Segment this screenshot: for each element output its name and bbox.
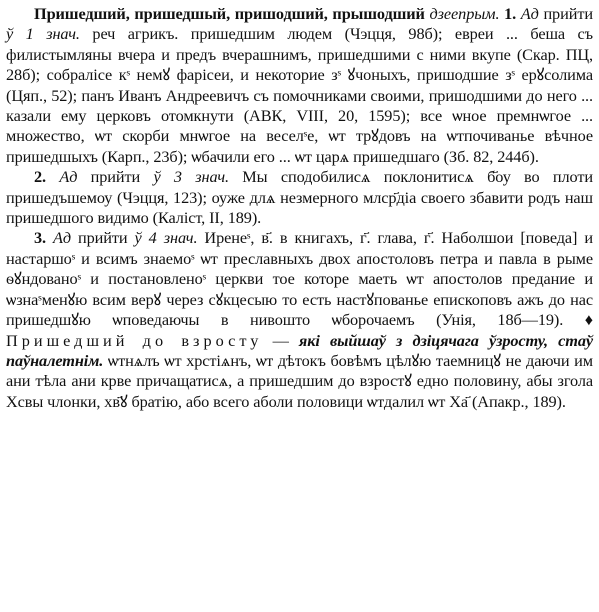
phrase-headword: Пришедший до взросту	[6, 330, 263, 350]
sense-ref: Ад	[59, 167, 78, 187]
sense-ref-meaning: ў 4 знач.	[134, 228, 198, 248]
entry-sense-1	[6, 4, 593, 167]
sense-ref-meaning: ў 3 знач.	[153, 167, 229, 187]
headword: Пришедший, пришедшый, пришодший, прышодший	[34, 4, 425, 23]
sense-ref: Ад	[53, 228, 72, 248]
sense-ref-verb: прийти	[71, 228, 135, 248]
sense-citations: Мы сподобилисѧ поклонитисѧ б҃оу во плоти пришедъшемоу (Чэцця, 123); оуже длѧ незмерного млср҃діа своего збавити родъ наш пришедшого видимо (Каліст, II, 189).	[6, 167, 593, 228]
entry-sense-2	[6, 167, 593, 228]
sense-citations: Иренеˢ, в҃. в книгахъ, г҃. глава, г҃. Наболшои [поведа] и настаршоˢ и всимъ знаемоˢ ѡт преславныхъ двох апостоловъ петра и павла в рыме ѳꙋндованоˢ и постановленоˢ церкви тое которе маеть ѡт апостолов предание и ѡзнаˢменꙋю всим верꙋ через сꙋкцесыю то есть настꙋпованье епископовъ ажъ до нас пришедшꙋю ѡповедаючы в нивошто ѡборочаемъ (Унія, 18б—19). ♦	[6, 228, 593, 330]
part-of-speech: дзеепрым.	[429, 4, 500, 23]
phrase-dash: —	[262, 330, 299, 350]
phrase-gloss: які выйшаў з дзіцячага ўзросту, стаў паўналетнім.	[6, 330, 593, 370]
sense-citations: реч агрикъ. пришедшим людем (Чэцця, 98б); евреи ... беша съ филистымляны вчера и предъ вчерашнимъ, пришедшими с ними вкупе (Скар. ПЦ, 28б); собралісе кˢ немꙋ фарісеи, и некоторие зˢ ꙋчоныхъ, пришодшие зˢ ерꙋсолима (Цяп., 52); панъ Иванъ Андреевичъ съ помочниками своими, пришодшими до него ... казали ему церковъ отомкнути (АВК, VIII, 20, 1595); все ѡное премнѡгое ... множество, ѡт скорби мнѡгое на веселˢе, ѡт трꙋдовъ на ѡтпочиванье вѣчное пришедшыхъ (Карп., 23б); ѡбачили его ... ѡт царѧ пришедшаго (Зб. 82, 244б).	[6, 24, 593, 166]
sense-ref-meaning: ў 1 знач.	[6, 24, 80, 44]
sense-ref-verb: прийти	[77, 167, 154, 187]
entry-sense-3	[6, 228, 593, 412]
sense-number: 2.	[34, 167, 47, 187]
sense-ref-verb: прийти	[538, 4, 593, 23]
sense-number: 3.	[34, 228, 47, 248]
phrase-citation: ѡтнѧлъ ѡт хрстіѧнъ, ѡт дѣтокъ бовѣмъ цѣлꙋю таемницꙋ не даючи им ани тѣла ани крве причащатисѧ, а пришедшим до взростꙋ едно половину, абы згола Хсвы члонки, хв҃ꙋ братію, або всего аболи половици ѡтдалил ѡт Ха҃ (Апакр., 189).	[6, 350, 593, 411]
sense-ref: Ад	[520, 4, 539, 23]
sense-number: 1.	[504, 4, 517, 23]
